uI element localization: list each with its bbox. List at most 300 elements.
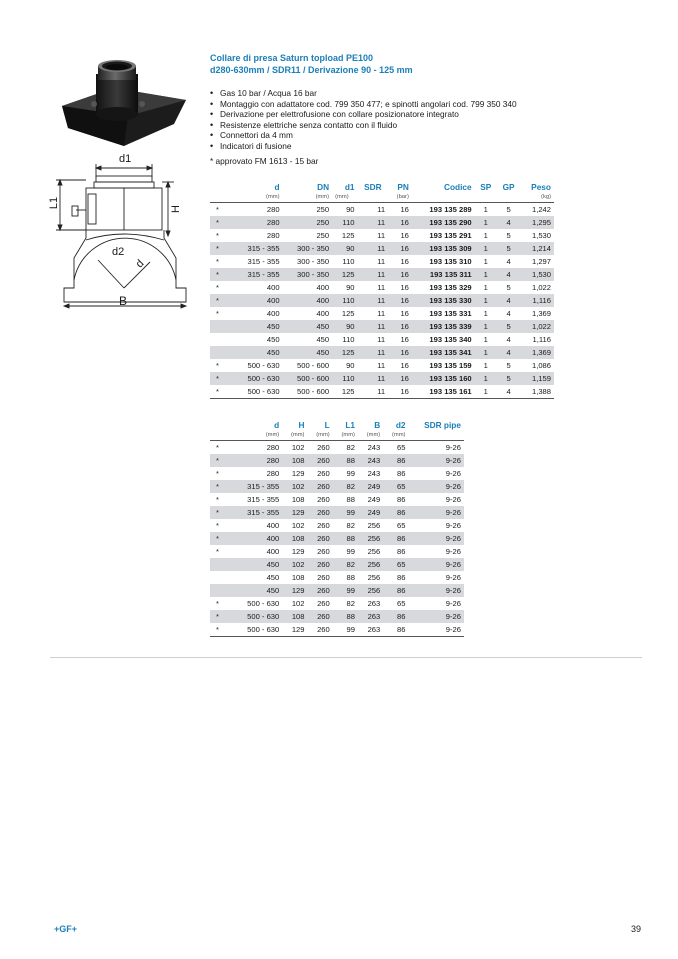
table-cell: 9-26: [409, 480, 465, 493]
table-cell: 90: [332, 320, 357, 333]
table-cell: 4: [497, 216, 520, 229]
table-cell: 193 135 330: [412, 294, 475, 307]
approval-marker: *: [216, 387, 219, 396]
table-cell: 1,369: [520, 346, 554, 359]
drawing-label-d1: d1: [119, 153, 132, 165]
table-cell: 1: [483, 205, 488, 214]
col-header: d1: [344, 182, 355, 192]
table-cell: 260: [317, 573, 330, 582]
table-cell: 88: [346, 495, 355, 504]
table-cell: 108: [282, 610, 307, 623]
table-row: [210, 346, 554, 359]
approval-marker: *: [216, 469, 219, 478]
table-cell: 193 135 309: [412, 242, 475, 255]
feature-item: • Montaggio con adattatore cod. 799 350 477; e spinotti angolari cod. 799 350 340: [210, 98, 517, 109]
approval-marker: *: [216, 257, 219, 266]
table-cell: 9-26: [409, 610, 465, 623]
table-cell: 400: [266, 283, 280, 292]
table-cell: 193 135 159: [429, 361, 472, 370]
product-title: [210, 52, 413, 76]
approval-marker: *: [216, 495, 219, 504]
table-cell: 11: [358, 320, 389, 333]
table-cell: 1,022: [520, 320, 554, 333]
table-cell: 129: [291, 469, 305, 478]
table-cell: 1,297: [531, 257, 551, 266]
table-cell: 260: [317, 495, 330, 504]
table-cell: 4: [497, 294, 520, 307]
table-cell: 260: [317, 625, 330, 634]
col-header: DN: [317, 182, 330, 192]
table-cell: 86: [397, 469, 406, 478]
table-row: [210, 229, 554, 242]
table-cell: 16: [400, 361, 409, 370]
approval-marker: *: [210, 454, 233, 467]
table-cell: 280: [266, 231, 280, 240]
table-cell: 400: [316, 309, 330, 318]
table-cell: 280: [266, 443, 280, 452]
table-cell: 5: [506, 361, 511, 370]
table-cell: 263: [367, 599, 381, 608]
col-header: L1: [345, 420, 355, 430]
table-header-row: [210, 419, 464, 431]
brand-logo: +GF+: [54, 924, 78, 934]
table-cell: 108: [291, 573, 305, 582]
table-cell: 88: [333, 454, 358, 467]
table-cell: 9-26: [445, 625, 461, 634]
table-cell: 99: [333, 506, 358, 519]
table-cell: 102: [282, 558, 307, 571]
table-cell: 86: [397, 547, 406, 556]
table-cell: 315 - 355: [247, 495, 280, 504]
table-row: [210, 506, 464, 519]
approval-marker: *: [210, 372, 233, 385]
table-row: [210, 242, 554, 255]
table-cell: 400: [316, 283, 330, 292]
table-cell: 300 - 350: [283, 242, 333, 255]
table-cell: 86: [383, 610, 408, 623]
table-cell: 90: [346, 205, 355, 214]
table-cell: 65: [383, 480, 408, 493]
col-header: d2: [395, 420, 406, 430]
table-cell: 90: [346, 283, 355, 292]
table-cell: 129: [282, 506, 307, 519]
table-row: [210, 294, 554, 307]
table-cell: 280: [266, 469, 280, 478]
table-cell: 82: [333, 558, 358, 571]
table-cell: 11: [377, 387, 386, 396]
table-cell: 450: [233, 346, 283, 359]
table-cell: 1: [475, 320, 497, 333]
table-row: [210, 333, 554, 346]
table-cell: 11: [377, 205, 386, 214]
approval-marker: *: [210, 610, 233, 623]
table-row: [210, 493, 464, 506]
table-cell: 82: [346, 599, 355, 608]
col-header: SDR pipe: [424, 420, 461, 430]
table-cell: 86: [397, 495, 406, 504]
table-cell: 9-26: [445, 521, 461, 530]
table-cell: 193 135 289: [429, 205, 472, 214]
table-cell: 1: [483, 387, 488, 396]
table-cell: 9-26: [409, 506, 465, 519]
table-cell: 5: [497, 372, 520, 385]
table-row: [210, 320, 554, 333]
table-cell: 193 135 340: [429, 335, 472, 344]
table-row: [210, 216, 554, 229]
table-row: [210, 454, 464, 467]
col-header: Peso: [531, 182, 551, 192]
table-cell: 16: [400, 205, 409, 214]
table-cell: 129: [282, 584, 307, 597]
drawing-label-H: H: [169, 205, 182, 213]
bullet-icon: •: [210, 109, 214, 120]
codes-table: [210, 181, 554, 399]
table-row: [210, 623, 464, 637]
approval-marker: [210, 320, 233, 333]
table-cell: 86: [397, 573, 406, 582]
feature-item: • Gas 10 bar / Acqua 16 bar: [210, 88, 317, 98]
table-cell: 108: [282, 454, 307, 467]
table-cell: 260: [308, 584, 333, 597]
approval-marker: *: [210, 506, 233, 519]
page-number: 39: [631, 924, 642, 934]
table-cell: 1,159: [520, 372, 554, 385]
table-cell: 400: [283, 294, 333, 307]
table-cell: 86: [383, 506, 408, 519]
table-cell: 5: [497, 242, 520, 255]
table-units-row: (mm) (mm) (mm) (bar) (kg): [210, 193, 554, 203]
table-row: [210, 467, 464, 480]
table-cell: 110: [342, 257, 355, 266]
table-cell: 9-26: [445, 495, 461, 504]
table-cell: 315 - 355: [233, 242, 283, 255]
table-cell: 193 135 291: [429, 231, 472, 240]
technical-drawing: [46, 150, 196, 310]
approval-marker: *: [210, 294, 233, 307]
table-cell: 250: [283, 216, 333, 229]
table-cell: 125: [332, 268, 357, 281]
table-row: [210, 281, 554, 294]
table-cell: 99: [333, 584, 358, 597]
table-cell: 1,022: [531, 283, 551, 292]
table-cell: 11: [377, 309, 386, 318]
table-cell: 400: [233, 294, 283, 307]
table-cell: 260: [317, 443, 330, 452]
table-cell: 450: [266, 335, 280, 344]
table-cell: 1: [483, 335, 488, 344]
table-cell: 243: [367, 469, 381, 478]
table-cell: 5: [506, 205, 511, 214]
approval-marker: *: [216, 283, 219, 292]
col-header: GP: [502, 182, 515, 192]
table-cell: 193 135 290: [412, 216, 475, 229]
table-row: [210, 597, 464, 610]
table-cell: 65: [397, 599, 406, 608]
table-cell: 260: [308, 532, 333, 545]
table-cell: 11: [377, 257, 386, 266]
table-cell: 9-26: [409, 532, 465, 545]
table-cell: 260: [308, 454, 333, 467]
table-cell: 1,086: [531, 361, 551, 370]
table-cell: 1,295: [520, 216, 554, 229]
table-cell: 315 - 355: [233, 268, 283, 281]
table-cell: 16: [388, 268, 412, 281]
table-cell: 193 135 339: [412, 320, 475, 333]
table-cell: 99: [346, 625, 355, 634]
table-row: [210, 385, 554, 399]
table-cell: 1: [475, 294, 497, 307]
table-cell: 243: [358, 454, 383, 467]
table-cell: 88: [346, 573, 355, 582]
table-cell: 99: [346, 547, 355, 556]
table-cell: 16: [400, 309, 409, 318]
table-cell: 16: [400, 257, 409, 266]
table-units-row: (mm) (mm) (mm) (mm) (mm) (mm): [210, 431, 464, 441]
table-cell: 450: [283, 320, 333, 333]
table-cell: 82: [346, 521, 355, 530]
table-cell: 82: [333, 480, 358, 493]
table-cell: 11: [377, 361, 386, 370]
table-cell: 256: [358, 532, 383, 545]
table-cell: 16: [388, 320, 412, 333]
table-cell: 260: [317, 469, 330, 478]
table-cell: 500 - 600: [283, 372, 333, 385]
feature-item: • Resistenze elettriche senza contatto con il fluido: [210, 119, 398, 130]
divider: [50, 657, 642, 658]
product-photo: [58, 58, 190, 150]
table-cell: 16: [388, 346, 412, 359]
table-cell: 280: [233, 216, 283, 229]
table-cell: 86: [397, 625, 406, 634]
drawing-label-d: d: [133, 257, 147, 271]
table-cell: 1: [475, 372, 497, 385]
table-row: [210, 203, 554, 217]
table-cell: 300 - 350: [283, 268, 333, 281]
approval-note: * approvato FM 1613 - 15 bar: [210, 156, 319, 166]
table-cell: 9-26: [445, 547, 461, 556]
table-cell: 16: [388, 242, 412, 255]
drawing-label-B: B: [119, 294, 128, 308]
table-cell: 256: [367, 573, 381, 582]
table-cell: 256: [367, 521, 381, 530]
table-row: [210, 255, 554, 268]
table-cell: 1: [475, 242, 497, 255]
table-cell: 11: [358, 268, 389, 281]
table-row: [210, 610, 464, 623]
table-cell: 500 - 630: [247, 625, 280, 634]
bullet-icon: •: [210, 88, 214, 98]
approval-marker: *: [216, 547, 219, 556]
table-cell: 82: [346, 443, 355, 452]
table-cell: 65: [383, 558, 408, 571]
drawing-label-d2: d2: [112, 246, 125, 258]
table-cell: 11: [358, 372, 389, 385]
table-cell: 300 - 350: [297, 257, 330, 266]
table-cell: 249: [367, 495, 381, 504]
table-cell: 102: [291, 521, 305, 530]
bullet-icon: •: [210, 98, 214, 109]
table-cell: 9-26: [445, 469, 461, 478]
table-cell: 90: [332, 242, 357, 255]
table-cell: 65: [397, 521, 406, 530]
table-cell: 1,369: [531, 309, 551, 318]
table-cell: 11: [358, 346, 389, 359]
approval-marker: *: [216, 361, 219, 370]
table-row: [210, 359, 554, 372]
table-cell: 129: [291, 547, 305, 556]
col-header: PN: [397, 182, 409, 192]
col-header: SP: [480, 182, 492, 192]
table-cell: 9-26: [409, 558, 465, 571]
table-cell: 260: [308, 558, 333, 571]
table-cell: 11: [358, 216, 389, 229]
table-cell: 500 - 630: [247, 361, 280, 370]
table-cell: 1: [483, 257, 488, 266]
table-cell: 110: [332, 294, 357, 307]
table-row: [210, 558, 464, 571]
approval-marker: *: [216, 521, 219, 530]
table-cell: 263: [358, 610, 383, 623]
table-cell: 125: [332, 346, 357, 359]
table-cell: 1: [475, 216, 497, 229]
table-cell: 193 135 160: [412, 372, 475, 385]
table-cell: 193 135 310: [429, 257, 472, 266]
table-cell: 9-26: [409, 584, 465, 597]
table-row: [210, 372, 554, 385]
approval-marker: *: [216, 205, 219, 214]
table-row: [210, 268, 554, 281]
table-cell: 450: [316, 335, 330, 344]
table-cell: 250: [316, 231, 330, 240]
approval-marker: *: [210, 532, 233, 545]
table-row: [210, 545, 464, 558]
table-cell: 400: [266, 521, 280, 530]
table-cell: 11: [377, 335, 386, 344]
table-row: [210, 307, 554, 320]
table-cell: 99: [346, 469, 355, 478]
approval-marker: *: [216, 625, 219, 634]
feature-item: • Derivazione per elettrofusione con collare posizionatore integrato: [210, 109, 459, 120]
table-cell: 4: [506, 309, 511, 318]
table-cell: 9-26: [445, 599, 461, 608]
table-cell: 1: [475, 268, 497, 281]
table-cell: 1: [483, 283, 488, 292]
table-cell: 450: [266, 573, 280, 582]
table-cell: 450: [233, 584, 282, 597]
table-cell: 1: [483, 361, 488, 370]
col-header: L: [324, 420, 330, 430]
approval-marker: *: [216, 231, 219, 240]
table-cell: 193 135 341: [412, 346, 475, 359]
table-cell: 4: [506, 387, 511, 396]
col-header: d: [274, 182, 280, 192]
approval-marker: [210, 333, 233, 346]
feature-list: [210, 88, 517, 152]
title-line-2: d280-630mm / SDR11 / Derivazione 90 - 125 mm: [210, 65, 413, 75]
table-cell: 256: [358, 584, 383, 597]
table-row: [210, 571, 464, 584]
table-cell: 500 - 600: [297, 387, 330, 396]
feature-item: • Indicatori di fusione: [210, 140, 292, 151]
table-cell: 500 - 600: [297, 361, 330, 370]
table-cell: 65: [397, 443, 406, 452]
table-cell: 86: [383, 584, 408, 597]
table-cell: 108: [291, 495, 305, 504]
table-cell: 450: [283, 346, 333, 359]
table-cell: 500 - 630: [247, 599, 280, 608]
table-cell: 450: [233, 558, 282, 571]
table-cell: 102: [291, 443, 305, 452]
table-cell: 450: [233, 320, 283, 333]
table-cell: 16: [400, 283, 409, 292]
table-cell: 102: [291, 599, 305, 608]
table-cell: 86: [383, 454, 408, 467]
table-row: [210, 532, 464, 545]
table-cell: 280: [233, 454, 282, 467]
table-cell: 1,116: [532, 335, 551, 344]
table-cell: 125: [341, 387, 355, 396]
table-cell: 110: [342, 335, 355, 344]
table-cell: 315 - 355: [233, 480, 282, 493]
dimensions-table: [210, 419, 464, 637]
table-cell: 16: [388, 372, 412, 385]
table-cell: 243: [367, 443, 381, 452]
col-header: Codice: [443, 182, 472, 192]
table-cell: 4: [497, 268, 520, 281]
col-header: d: [274, 420, 280, 430]
table-cell: 16: [400, 387, 409, 396]
title-line-1: Collare di presa Saturn topload PE100: [210, 53, 374, 63]
table-cell: 16: [400, 335, 409, 344]
approval-marker: [210, 558, 233, 571]
table-cell: 1: [483, 309, 488, 318]
col-header: B: [374, 420, 381, 430]
table-cell: 86: [383, 532, 408, 545]
table-cell: 249: [358, 506, 383, 519]
table-cell: 1: [475, 346, 497, 359]
table-cell: 16: [388, 294, 412, 307]
table-cell: 193 135 311: [412, 268, 475, 281]
table-cell: 256: [358, 558, 383, 571]
table-cell: 11: [377, 283, 386, 292]
table-cell: 1,530: [531, 231, 551, 240]
approval-marker: *: [210, 480, 233, 493]
table-cell: 193 135 329: [429, 283, 472, 292]
table-cell: 88: [333, 610, 358, 623]
table-cell: 260: [308, 480, 333, 493]
table-cell: 400: [266, 547, 280, 556]
table-cell: 88: [333, 532, 358, 545]
table-cell: 263: [367, 625, 381, 634]
table-cell: 11: [358, 294, 389, 307]
table-cell: 102: [282, 480, 307, 493]
drawing-label-L1: L1: [48, 196, 61, 210]
table-cell: 256: [367, 547, 381, 556]
table-cell: 1,388: [531, 387, 551, 396]
approval-marker: *: [210, 216, 233, 229]
table-cell: 11: [377, 231, 386, 240]
approval-marker: [210, 346, 233, 359]
table-cell: 16: [400, 231, 409, 240]
table-cell: 315 - 355: [247, 257, 280, 266]
col-header: SDR: [364, 182, 382, 192]
table-cell: 9-26: [445, 443, 461, 452]
bullet-icon: •: [210, 140, 214, 151]
table-cell: 260: [308, 506, 333, 519]
approval-marker: [210, 584, 233, 597]
table-row: [210, 584, 464, 597]
table-cell: 9-26: [409, 454, 465, 467]
